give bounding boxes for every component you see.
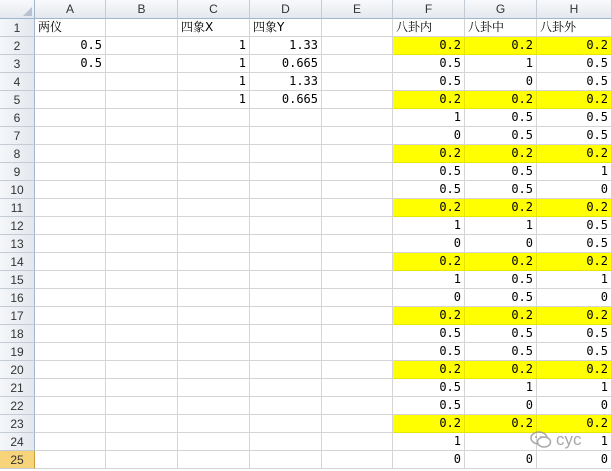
row-header-21[interactable]: 21 [0, 379, 35, 397]
cell-d4[interactable]: 1.33 [250, 73, 322, 91]
cell-d14[interactable] [250, 253, 322, 271]
cell-a12[interactable] [35, 217, 106, 235]
cell-d19[interactable] [250, 343, 322, 361]
cell-b17[interactable] [106, 307, 178, 325]
cell-g25[interactable]: 0 [465, 451, 537, 469]
cell-d25[interactable] [250, 451, 322, 469]
cell-c21[interactable] [178, 379, 250, 397]
cell-h19[interactable]: 0.5 [537, 343, 612, 361]
cell-b4[interactable] [106, 73, 178, 91]
column-header-f[interactable]: F [393, 0, 465, 19]
cell-d5[interactable]: 0.665 [250, 91, 322, 109]
cell-c4[interactable]: 1 [178, 73, 250, 91]
cell-h15[interactable]: 1 [537, 271, 612, 289]
cell-f12[interactable]: 1 [393, 217, 465, 235]
cell-e10[interactable] [322, 181, 393, 199]
cell-e1[interactable] [322, 19, 393, 37]
row-header-10[interactable]: 10 [0, 181, 35, 199]
watermark-text: cyc [556, 430, 582, 449]
cell-b14[interactable] [106, 253, 178, 271]
row-header-4[interactable]: 4 [0, 73, 35, 91]
cell-g4[interactable]: 0 [465, 73, 537, 91]
cell-f14[interactable]: 0.2 [393, 253, 465, 271]
cell-c22[interactable] [178, 397, 250, 415]
cell-f4[interactable]: 0.5 [393, 73, 465, 91]
cell-e5[interactable] [322, 91, 393, 109]
cell-b10[interactable] [106, 181, 178, 199]
cell-d9[interactable] [250, 163, 322, 181]
column-header-b[interactable]: B [106, 0, 178, 19]
row-header-25[interactable]: 25 [0, 451, 35, 469]
cell-e6[interactable] [322, 109, 393, 127]
cell-f25[interactable]: 0 [393, 451, 465, 469]
cell-g5[interactable]: 0.2 [465, 91, 537, 109]
column-header-a[interactable]: A [35, 0, 106, 19]
cell-h23[interactable]: 0.2 [537, 415, 612, 433]
cell-g10[interactable]: 0.5 [465, 181, 537, 199]
wechat-icon [530, 431, 552, 449]
cell-b7[interactable] [106, 127, 178, 145]
cell-e24[interactable] [322, 433, 393, 451]
cell-h24[interactable]: 1 [537, 433, 612, 451]
cell-b5[interactable] [106, 91, 178, 109]
row-header-7[interactable]: 7 [0, 127, 35, 145]
cell-e2[interactable] [322, 37, 393, 55]
cell-c16[interactable] [178, 289, 250, 307]
cell-e13[interactable] [322, 235, 393, 253]
row-header-13[interactable]: 13 [0, 235, 35, 253]
row-header-12[interactable]: 12 [0, 217, 35, 235]
cell-d8[interactable] [250, 145, 322, 163]
cell-a21[interactable] [35, 379, 106, 397]
cell-c14[interactable] [178, 253, 250, 271]
cell-c19[interactable] [178, 343, 250, 361]
cell-c10[interactable] [178, 181, 250, 199]
cell-h7[interactable]: 0.5 [537, 127, 612, 145]
cell-c25[interactable] [178, 451, 250, 469]
cell-f2[interactable]: 0.2 [393, 37, 465, 55]
row-header-24[interactable]: 24 [0, 433, 35, 451]
cell-c24[interactable] [178, 433, 250, 451]
cell-c15[interactable] [178, 271, 250, 289]
cell-b21[interactable] [106, 379, 178, 397]
cell-d24[interactable] [250, 433, 322, 451]
cell-f9[interactable]: 0.5 [393, 163, 465, 181]
cell-f23[interactable]: 0.2 [393, 415, 465, 433]
cell-g7[interactable]: 0.5 [465, 127, 537, 145]
cell-h16[interactable]: 0 [537, 289, 612, 307]
cell-f24[interactable]: 1 [393, 433, 465, 451]
cell-e18[interactable] [322, 325, 393, 343]
cell-b16[interactable] [106, 289, 178, 307]
select-all-corner[interactable] [0, 0, 35, 19]
cell-h1[interactable]: 八卦外 [537, 19, 612, 37]
cell-c7[interactable] [178, 127, 250, 145]
cell-a20[interactable] [35, 361, 106, 379]
cell-a9[interactable] [35, 163, 106, 181]
row-header-22[interactable]: 22 [0, 397, 35, 415]
row-header-17[interactable]: 17 [0, 307, 35, 325]
cell-a25[interactable] [35, 451, 106, 469]
cell-g16[interactable]: 0.5 [465, 289, 537, 307]
cell-f19[interactable]: 0.5 [393, 343, 465, 361]
cell-g2[interactable]: 0.2 [465, 37, 537, 55]
cell-d7[interactable] [250, 127, 322, 145]
row-header-6[interactable]: 6 [0, 109, 35, 127]
cell-b8[interactable] [106, 145, 178, 163]
cell-g8[interactable]: 0.2 [465, 145, 537, 163]
cell-e3[interactable] [322, 55, 393, 73]
cell-b15[interactable] [106, 271, 178, 289]
cell-a3[interactable]: 0.5 [35, 55, 106, 73]
cell-c9[interactable] [178, 163, 250, 181]
cell-c6[interactable] [178, 109, 250, 127]
cell-e15[interactable] [322, 271, 393, 289]
cell-g11[interactable]: 0.2 [465, 199, 537, 217]
cell-a18[interactable] [35, 325, 106, 343]
cell-e7[interactable] [322, 127, 393, 145]
cell-b2[interactable] [106, 37, 178, 55]
cell-a5[interactable] [35, 91, 106, 109]
cell-f15[interactable]: 1 [393, 271, 465, 289]
cell-a7[interactable] [35, 127, 106, 145]
cell-a22[interactable] [35, 397, 106, 415]
cell-h13[interactable]: 0.5 [537, 235, 612, 253]
cell-d3[interactable]: 0.665 [250, 55, 322, 73]
row-header-8[interactable]: 8 [0, 145, 35, 163]
cell-e19[interactable] [322, 343, 393, 361]
row-header-14[interactable]: 14 [0, 253, 35, 271]
cell-h12[interactable]: 0.5 [537, 217, 612, 235]
cell-g23[interactable]: 0.2 [465, 415, 537, 433]
row-header-20[interactable]: 20 [0, 361, 35, 379]
cell-a10[interactable] [35, 181, 106, 199]
cell-g15[interactable]: 0.5 [465, 271, 537, 289]
cell-b12[interactable] [106, 217, 178, 235]
cell-h10[interactable]: 0 [537, 181, 612, 199]
cell-c2[interactable]: 1 [178, 37, 250, 55]
cell-d21[interactable] [250, 379, 322, 397]
cell-b25[interactable] [106, 451, 178, 469]
cell-f18[interactable]: 0.5 [393, 325, 465, 343]
cell-e9[interactable] [322, 163, 393, 181]
cell-g20[interactable]: 0.2 [465, 361, 537, 379]
cell-e25[interactable] [322, 451, 393, 469]
cell-b23[interactable] [106, 415, 178, 433]
cell-b22[interactable] [106, 397, 178, 415]
cell-e8[interactable] [322, 145, 393, 163]
cell-c5[interactable]: 1 [178, 91, 250, 109]
cell-f17[interactable]: 0.2 [393, 307, 465, 325]
cell-g1[interactable]: 八卦中 [465, 19, 537, 37]
cell-c13[interactable] [178, 235, 250, 253]
cell-d10[interactable] [250, 181, 322, 199]
row-header-2[interactable]: 2 [0, 37, 35, 55]
cell-h25[interactable]: 0 [537, 451, 612, 469]
cell-d11[interactable] [250, 199, 322, 217]
cell-h5[interactable]: 0.2 [537, 91, 612, 109]
cell-e17[interactable] [322, 307, 393, 325]
cell-h11[interactable]: 0.2 [537, 199, 612, 217]
cell-e20[interactable] [322, 361, 393, 379]
cell-b24[interactable] [106, 433, 178, 451]
row-header-18[interactable]: 18 [0, 325, 35, 343]
cell-a4[interactable] [35, 73, 106, 91]
cell-a23[interactable] [35, 415, 106, 433]
row-header-5[interactable]: 5 [0, 91, 35, 109]
column-header-d[interactable]: D [250, 0, 322, 19]
cell-f8[interactable]: 0.2 [393, 145, 465, 163]
cell-g14[interactable]: 0.2 [465, 253, 537, 271]
cell-c17[interactable] [178, 307, 250, 325]
cell-h18[interactable]: 0.5 [537, 325, 612, 343]
cell-a17[interactable] [35, 307, 106, 325]
cell-f22[interactable]: 0.5 [393, 397, 465, 415]
cell-d17[interactable] [250, 307, 322, 325]
cell-a2[interactable]: 0.5 [35, 37, 106, 55]
cell-b9[interactable] [106, 163, 178, 181]
cell-c23[interactable] [178, 415, 250, 433]
cell-e21[interactable] [322, 379, 393, 397]
cell-c3[interactable]: 1 [178, 55, 250, 73]
cell-h6[interactable]: 0.5 [537, 109, 612, 127]
cell-c20[interactable] [178, 361, 250, 379]
cell-b19[interactable] [106, 343, 178, 361]
cell-e23[interactable] [322, 415, 393, 433]
cell-e12[interactable] [322, 217, 393, 235]
cell-g13[interactable]: 0 [465, 235, 537, 253]
cell-b6[interactable] [106, 109, 178, 127]
cell-b13[interactable] [106, 235, 178, 253]
row-header-23[interactable]: 23 [0, 415, 35, 433]
column-header-e[interactable]: E [322, 0, 393, 19]
row-header-3[interactable]: 3 [0, 55, 35, 73]
cell-g17[interactable]: 0.2 [465, 307, 537, 325]
cell-c12[interactable] [178, 217, 250, 235]
cell-h2[interactable]: 0.2 [537, 37, 612, 55]
cell-f1[interactable]: 八卦内 [393, 19, 465, 37]
cell-d16[interactable] [250, 289, 322, 307]
cell-c18[interactable] [178, 325, 250, 343]
cell-d15[interactable] [250, 271, 322, 289]
row-header-19[interactable]: 19 [0, 343, 35, 361]
cell-d6[interactable] [250, 109, 322, 127]
cell-f21[interactable]: 0.5 [393, 379, 465, 397]
cell-e16[interactable] [322, 289, 393, 307]
cell-h22[interactable]: 0 [537, 397, 612, 415]
cell-d18[interactable] [250, 325, 322, 343]
column-header-c[interactable]: C [178, 0, 250, 19]
cell-f5[interactable]: 0.2 [393, 91, 465, 109]
cell-f13[interactable]: 0 [393, 235, 465, 253]
cell-a8[interactable] [35, 145, 106, 163]
cell-h14[interactable]: 0.2 [537, 253, 612, 271]
cell-g21[interactable]: 1 [465, 379, 537, 397]
row-header-16[interactable]: 16 [0, 289, 35, 307]
cell-f3[interactable]: 0.5 [393, 55, 465, 73]
cell-h21[interactable]: 1 [537, 379, 612, 397]
cell-h17[interactable]: 0.2 [537, 307, 612, 325]
cell-h3[interactable]: 0.5 [537, 55, 612, 73]
cell-f6[interactable]: 1 [393, 109, 465, 127]
cell-a1[interactable]: 两仪 [35, 19, 106, 37]
cell-h4[interactable]: 0.5 [537, 73, 612, 91]
cell-e22[interactable] [322, 397, 393, 415]
cell-d20[interactable] [250, 361, 322, 379]
cell-h8[interactable]: 0.2 [537, 145, 612, 163]
cell-e14[interactable] [322, 253, 393, 271]
row-header-9[interactable]: 9 [0, 163, 35, 181]
cell-b3[interactable] [106, 55, 178, 73]
row-header-1[interactable]: 1 [0, 19, 35, 37]
cell-e4[interactable] [322, 73, 393, 91]
row-header-15[interactable]: 15 [0, 271, 35, 289]
cell-c8[interactable] [178, 145, 250, 163]
cell-a15[interactable] [35, 271, 106, 289]
cell-d12[interactable] [250, 217, 322, 235]
cell-d23[interactable] [250, 415, 322, 433]
cell-f7[interactable]: 0 [393, 127, 465, 145]
cell-a11[interactable] [35, 199, 106, 217]
cell-f10[interactable]: 0.5 [393, 181, 465, 199]
cell-f16[interactable]: 0 [393, 289, 465, 307]
cell-f11[interactable]: 0.2 [393, 199, 465, 217]
column-header-h[interactable]: H [537, 0, 612, 19]
cell-d1[interactable]: 四象Y [250, 19, 322, 37]
cell-d13[interactable] [250, 235, 322, 253]
cell-a16[interactable] [35, 289, 106, 307]
cell-a19[interactable] [35, 343, 106, 361]
cell-a14[interactable] [35, 253, 106, 271]
cell-b1[interactable] [106, 19, 178, 37]
cell-a24[interactable] [35, 433, 106, 451]
cell-g19[interactable]: 0.5 [465, 343, 537, 361]
cell-g9[interactable]: 0.5 [465, 163, 537, 181]
cell-b11[interactable] [106, 199, 178, 217]
cell-a13[interactable] [35, 235, 106, 253]
cell-d22[interactable] [250, 397, 322, 415]
cell-b18[interactable] [106, 325, 178, 343]
cell-d2[interactable]: 1.33 [250, 37, 322, 55]
cell-g18[interactable]: 0.5 [465, 325, 537, 343]
cell-a6[interactable] [35, 109, 106, 127]
cell-g24[interactable] [465, 433, 537, 451]
watermark [530, 428, 590, 452]
column-header-g[interactable]: G [465, 0, 537, 19]
cell-b20[interactable] [106, 361, 178, 379]
cell-h9[interactable]: 1 [537, 163, 612, 181]
cell-g12[interactable]: 1 [465, 217, 537, 235]
cell-f20[interactable]: 0.2 [393, 361, 465, 379]
cell-g3[interactable]: 1 [465, 55, 537, 73]
cell-c11[interactable] [178, 199, 250, 217]
cell-c1[interactable]: 四象X [178, 19, 250, 37]
cell-e11[interactable] [322, 199, 393, 217]
cell-g6[interactable]: 0.5 [465, 109, 537, 127]
cell-h20[interactable]: 0.2 [537, 361, 612, 379]
row-header-11[interactable]: 11 [0, 199, 35, 217]
cell-g22[interactable]: 0 [465, 397, 537, 415]
